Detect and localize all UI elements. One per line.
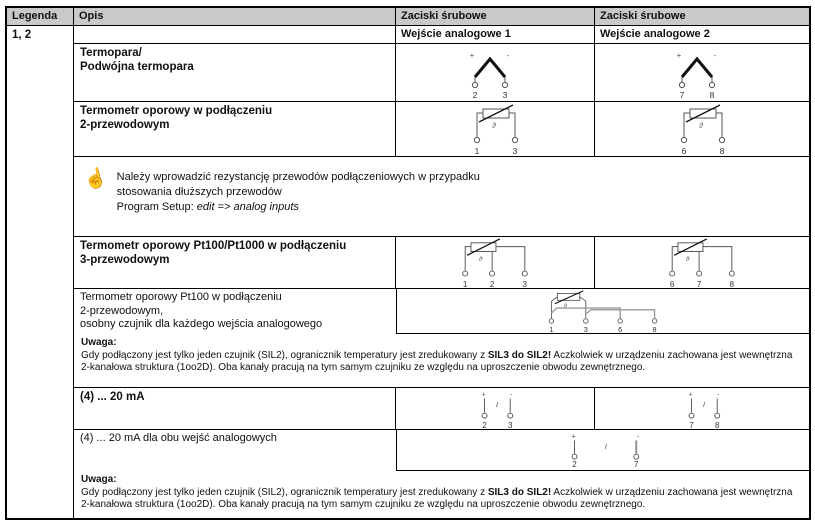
rtd3-cell-input2 [595, 237, 809, 288]
termopara-description: Termopara/ Podwójna termopara [74, 44, 396, 101]
column-header-opis: Opis [74, 8, 396, 25]
terminal-number: 7 [696, 279, 702, 288]
svg-text:+: + [481, 389, 486, 399]
terminal-number: 2 [482, 420, 487, 429]
row-rtd-3wire [74, 237, 809, 289]
thermocouple-diagram-input1 [435, 47, 555, 99]
svg-text:I: I [495, 399, 498, 409]
row-note [74, 157, 809, 237]
terminal-number: 6 [669, 279, 675, 288]
rtd-shared-description: Termometr oporowy Pt100 w podłączeniu 2-przewodowym, osobny czujnik dla każdego wejścia analogowego [80, 291, 323, 330]
rtd2-cell-input1 [396, 102, 595, 156]
current-cell-input2 [595, 388, 809, 429]
subheader-empty [74, 26, 396, 43]
svg-text:ϑ: ϑ [478, 255, 483, 263]
svg-text:+: + [688, 389, 693, 399]
terminal-number: 8 [709, 89, 715, 99]
svg-text:+: + [469, 50, 475, 60]
uwaga-note-2: Uwaga: Gdy podłączony jest tylko jeden czujnik (SIL2), ogranicznik temperatury jest zredukowany z SIL3 do SIL2! Aczkolwiek w urządzeniu zachowana jest wewnętrzna 2-kanałowa struktura (1oo2D). Oba kanały pracują na tym samym czujniku ze względu na uproszczenie obwodu zewnętrznego. [81, 474, 793, 510]
svg-text:ϑ: ϑ [563, 303, 567, 310]
rtd-shared-diagram [473, 290, 733, 333]
rtd-2wire-diagram-input1 [435, 103, 555, 155]
terminal-number: 8 [652, 324, 657, 333]
termopara-cell-input2 [595, 44, 809, 101]
terminal-number: 3 [583, 324, 588, 333]
svg-text:+: + [571, 431, 576, 441]
terminal-number: 7 [689, 420, 694, 429]
terminal-number: 8 [729, 279, 735, 288]
rtd2-cell-input2 [595, 102, 809, 156]
terminal-number: 6 [681, 146, 687, 155]
block-rtd-shared [74, 289, 809, 387]
terminal-number: 1 [474, 146, 480, 155]
rtd2-description: Termometr oporowy w podłączeniu 2-przewodowym [74, 102, 396, 156]
pointing-hand-icon: ☝ [81, 166, 110, 193]
row-current [74, 388, 809, 430]
terminal-number: 3 [512, 146, 518, 155]
svg-text:-: - [636, 431, 640, 441]
svg-text:I: I [702, 399, 705, 409]
terminal-number: 3 [522, 279, 528, 288]
column-legenda [7, 8, 74, 518]
terminal-number: 6 [618, 324, 623, 333]
svg-text:-: - [506, 50, 510, 60]
terminal-number: 8 [714, 420, 720, 429]
svg-text:I: I [604, 442, 607, 452]
subheader-analog-input-1: Wejście analogowe 1 [396, 26, 595, 43]
rtd3-cell-input1 [396, 237, 595, 288]
termopara-cell-input1 [396, 44, 595, 101]
svg-text:ϑ: ϑ [685, 255, 690, 263]
rtd-3wire-diagram-input1 [430, 238, 560, 288]
subheader-analog-input-2: Wejście analogowe 2 [600, 28, 710, 40]
current-shared-cell [396, 430, 809, 471]
rtd3-description: Termometr oporowy Pt100/Pt1000 w podłączeniu 3-przewodowym [74, 237, 396, 288]
current-input-diagram-input1 [445, 389, 545, 429]
terminal-number: 2 [572, 460, 577, 469]
current-input-diagram-input2 [652, 389, 752, 429]
header-row [74, 8, 809, 26]
terminal-number: 7 [679, 89, 685, 99]
table-main [74, 8, 809, 518]
svg-text:+: + [676, 50, 682, 60]
block-current-shared [74, 430, 809, 518]
terminal-number: 8 [719, 146, 725, 155]
svg-text:-: - [509, 389, 513, 399]
current-shared-diagram [473, 431, 733, 469]
current-description: (4) ... 20 mA [74, 388, 396, 429]
rtd-shared-cell [396, 289, 809, 334]
svg-text:ϑ: ϑ [699, 123, 703, 130]
svg-text:-: - [713, 50, 717, 60]
current-cell-input1 [396, 388, 595, 429]
svg-text:ϑ: ϑ [492, 123, 496, 130]
terminal-number: 1 [462, 279, 468, 288]
wiring-table [5, 6, 811, 520]
current-shared-description: (4) ... 20 mA dla obu wejść analogowych [80, 432, 277, 444]
row-termopara [74, 44, 809, 102]
column-header-zaciski-1: Zaciski śrubowe [396, 8, 595, 25]
column-header-legenda: Legenda [7, 8, 73, 26]
terminal-number: 2 [489, 279, 495, 288]
legend-value: 1, 2 [12, 29, 32, 41]
svg-text:-: - [716, 389, 720, 399]
terminal-number: 3 [507, 420, 513, 429]
terminal-number: 3 [502, 89, 508, 99]
column-header-zaciski-2: Zaciski śrubowe [595, 8, 809, 25]
terminal-number: 1 [549, 324, 554, 333]
terminal-number: 7 [634, 460, 639, 469]
terminal-number: 2 [472, 89, 478, 99]
uwaga-note-1: Uwaga: Gdy podłączony jest tylko jeden czujnik (SIL2), ogranicznik temperatury jest zredukowany z SIL3 do SIL2! Aczkolwiek w urządzeniu zachowana jest wewnętrzna 2-kanałowa struktura (1oo2D). Oba kanały pracują na tym samym czujniku ze względu na uproszczenie obwodu zewnętrznego. [81, 337, 793, 373]
note-text: Należy wprowadzić rezystancję przewodów podłączeniowych w przypadku stosowania dłuższych przewodów Program Setup: edit => analog inputs [116, 171, 480, 213]
thermocouple-diagram-input2 [642, 47, 762, 99]
subheader-row [74, 26, 809, 44]
rtd-2wire-diagram-input2 [642, 103, 762, 155]
rtd-3wire-diagram-input2 [637, 238, 767, 288]
row-rtd-2wire [74, 102, 809, 157]
